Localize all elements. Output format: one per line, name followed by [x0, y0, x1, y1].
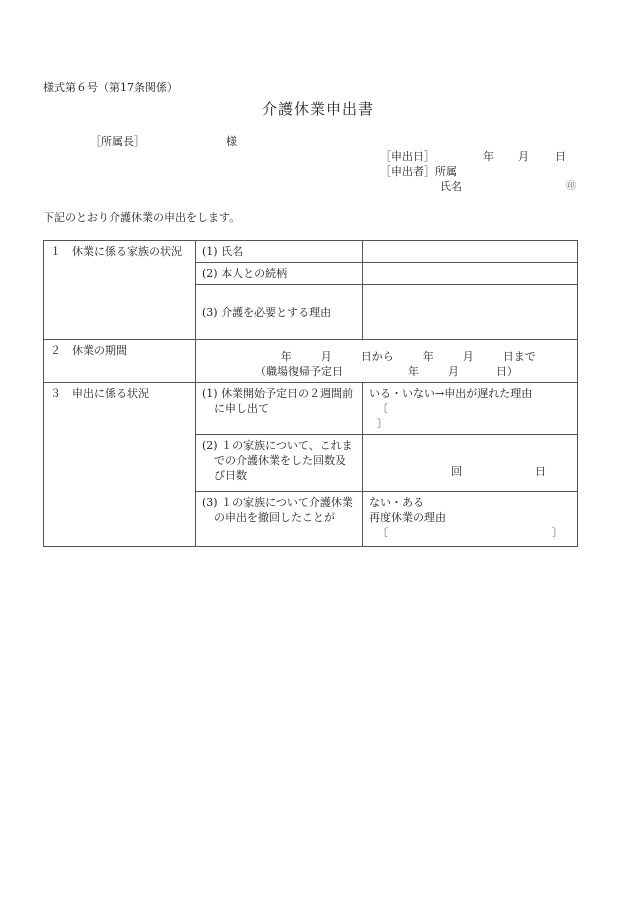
section2-heading: ２ 休業の期間 — [44, 340, 196, 383]
table-row — [44, 383, 578, 435]
applicant-affiliation-row — [380, 165, 457, 180]
return-year: 年 — [408, 365, 419, 378]
two-week-notice-field[interactable] — [363, 383, 578, 435]
application-date-row — [380, 150, 566, 165]
intro-text: 下記のとおり介護休業の申出をします。 — [43, 211, 241, 224]
two-week-notice-label: (1) 休業開始予定日の２週間前に申し出て — [196, 383, 363, 435]
end-day-until: 日まで — [502, 350, 536, 363]
section1-heading: １ 休業に係る家族の状況 — [44, 241, 196, 340]
section3-heading: ３ 申出に係る状況 — [44, 383, 196, 547]
document-title: 介護休業申出書 — [262, 100, 375, 118]
delay-reason-open-bracket: 〔 — [377, 402, 388, 415]
end-month: 月 — [462, 350, 474, 363]
withdrawal-history-field[interactable] — [363, 492, 578, 547]
return-month: 月 — [448, 365, 459, 378]
days-unit: 日 — [535, 465, 546, 478]
leave-period-line — [202, 349, 571, 364]
addressee-label: ［所属長］ — [90, 135, 145, 148]
applicant-block — [380, 150, 576, 195]
family-name-field[interactable] — [363, 241, 578, 263]
times-unit: 回 — [451, 465, 462, 478]
delay-reason-close-bracket: 〕 — [377, 417, 388, 430]
return-date-label: （職場復帰予定日 — [255, 365, 343, 378]
return-date-line — [202, 364, 571, 379]
form-number: 様式第６号（第17条関係） — [43, 81, 178, 94]
re-leave-reason-label: 再度休業の理由 — [369, 511, 446, 524]
return-day: 日） — [496, 365, 518, 378]
re-leave-open-bracket: 〔 — [377, 526, 388, 539]
seal-icon: ㊞ — [566, 181, 576, 192]
care-reason-label: (3) 介護を必要とする理由 — [196, 285, 363, 340]
care-reason-field[interactable] — [363, 285, 578, 340]
start-month: 月 — [320, 350, 332, 363]
start-year: 年 — [280, 350, 292, 363]
applicant-affiliation-label: ［申出者］所属 — [380, 165, 457, 178]
relationship-field[interactable] — [363, 263, 578, 285]
family-name-label: (1) 氏名 — [196, 241, 363, 263]
application-date-label: ［申出日］ — [380, 150, 435, 163]
table-row — [44, 340, 578, 383]
two-week-notice-options: いる・いない→申出が遅れた理由 — [369, 387, 533, 400]
start-day-from: 日から — [360, 350, 394, 363]
leave-period-field[interactable] — [196, 340, 578, 383]
prior-leave-count-field[interactable] — [363, 435, 578, 492]
relationship-label: (2) 本人との続柄 — [196, 263, 363, 285]
year-label: 年 — [483, 150, 494, 163]
table-row — [44, 241, 578, 263]
applicant-name-row — [380, 180, 576, 195]
application-table — [43, 240, 578, 547]
applicant-name-label: 氏名 — [440, 180, 462, 193]
day-label: 日 — [555, 150, 566, 163]
addressee-honorific: 様 — [226, 135, 237, 148]
re-leave-reason-bracket — [369, 525, 571, 540]
withdrawal-history-label: (3) １の家族について介護休業の申出を撤回したことが — [196, 492, 363, 547]
prior-leave-count-label: (2) １の家族について、これまでの介護休業をした回数及び日数 — [196, 435, 363, 492]
addressee — [90, 135, 237, 149]
end-year: 年 — [422, 350, 434, 363]
re-leave-close-bracket: 〕 — [552, 526, 563, 539]
month-label: 月 — [518, 150, 529, 163]
withdrawal-options: ない・ある — [369, 496, 424, 509]
